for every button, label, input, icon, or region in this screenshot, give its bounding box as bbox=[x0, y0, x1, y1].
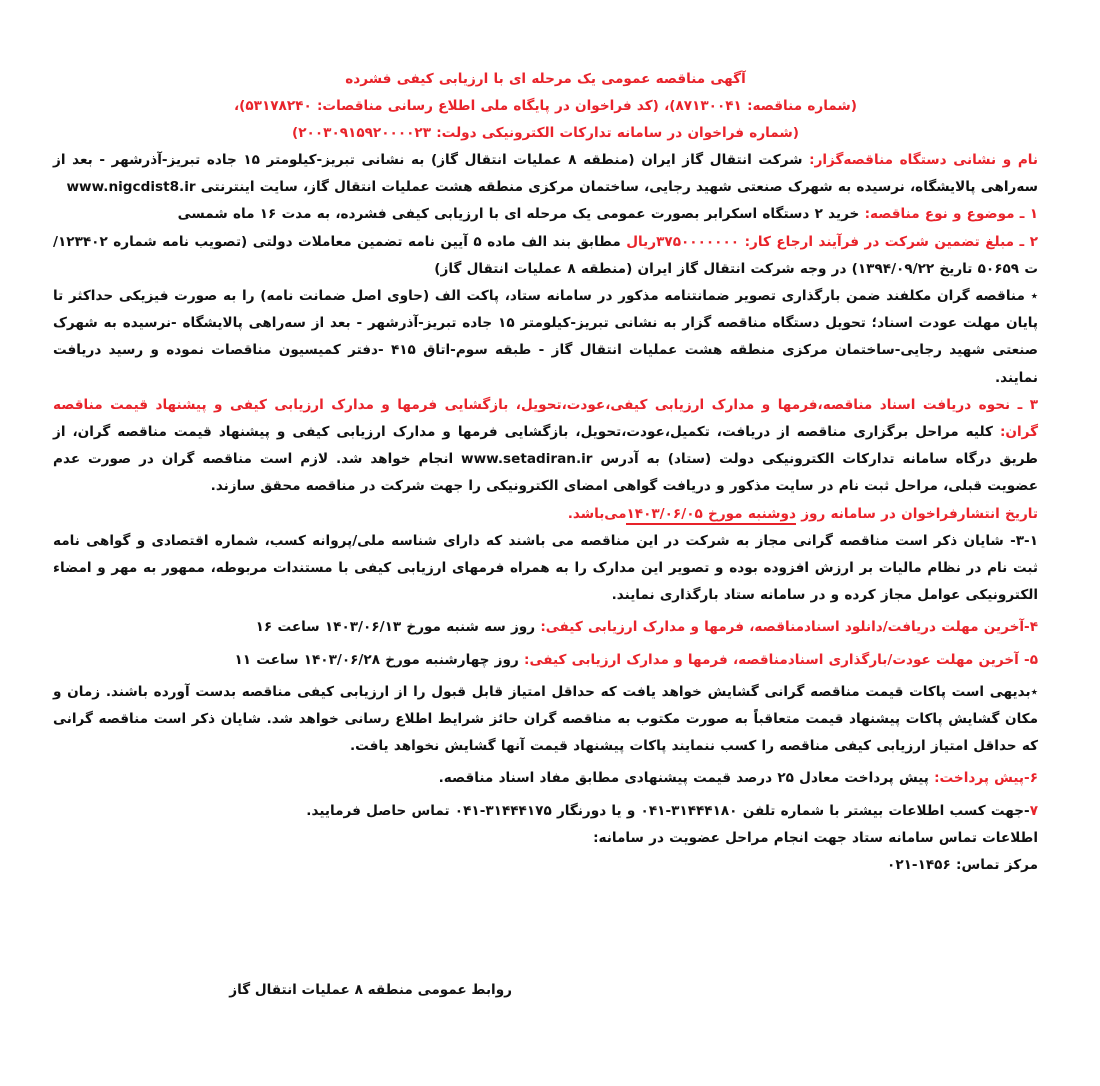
section-6-paragraph bbox=[53, 765, 1038, 792]
organizer-text: شرکت انتقال گاز ایران (منطقه ۸ عملیات انتقال گاز) به نشانی تبریز-کیلومتر ۱۵ جاده تبریز-آذرشهر - بعد از سه‌راهی پالایشگاه، نرسیده به شهرک صنعتی شهید رجایی، ساختمان مرکزی منطقه هشت عملیات انتقال گاز، سایت اینترنتی bbox=[53, 152, 1038, 196]
notice-title: آگهی مناقصه عمومی یک مرحله ای با ارزیابی کیفی فشرده bbox=[345, 71, 746, 87]
opening-note-paragraph: ٭بدیهی است پاکات قیمت مناقصه گرانی گشایش خواهد یافت که حداقل امتیاز قابل قبول را از ارزیابی کیفی مناقصه بدست آورده باشند. زمان و مکان گشایش پاکات پیشنهاد قیمت متعاقباً به صورت مکتوب به مناقصه گران حائز شرایط اطلاع رسانی خواهد شد. شایان ذکر است مناقصه گرانی که حداقل امتیاز ارزیابی کیفی مناقصه را کسب ننمایند پاکات پیشنهاد قیمت آنها گشایش نخواهد یافت. bbox=[53, 683, 1038, 755]
setad-website-link[interactable]: www.setadiran.ir bbox=[461, 451, 593, 468]
organizer-paragraph bbox=[53, 147, 1038, 201]
section-3-text-continued: انجام خواهد شد. لازم است مناقصه گران در صورت عدم عضویت قبلی، مراحل ثبت نام در سایت مذکور و دریافت گواهی امضای الکترونیکی را جهت شرکت در مناقصه محقق سازند. bbox=[53, 451, 1038, 495]
public-relations-signature: روابط عمومی منطقه ۸ عملیات انتقال گاز bbox=[229, 982, 512, 998]
notice-header bbox=[53, 66, 1038, 147]
section-5-label: ۵- آخرین مهلت عودت/بارگذاری اسنادمناقصه، فرمها و مدارک ارزیابی کیفی: bbox=[524, 651, 1038, 668]
section-4-paragraph bbox=[53, 614, 1038, 641]
contact-center-phone: مرکز تماس: ۱۴۵۶-۰۲۱ bbox=[887, 857, 1038, 874]
section-3-paragraph bbox=[53, 392, 1038, 501]
section-6-text: پیش پرداخت معادل ۲۵ درصد قیمت پیشنهادی مطابق مفاد اسناد مناقصه. bbox=[438, 770, 935, 787]
section-2-paragraph bbox=[53, 229, 1038, 283]
notice-subtitle-tender-number: (شماره مناقصه: ۸۷۱۳۰۰۴۱)، (کد فراخوان در پایگاه ملی اطلاع رسانی مناقصات: ۵۳۱۷۸۲۴۰)، bbox=[233, 98, 858, 114]
publish-date-paragraph bbox=[53, 501, 1038, 528]
section-2-text: مطابق بند الف ماده ۵ آیین نامه تضمین معاملات دولتی (تصویب نامه شماره ۱۲۳۴۰۲/ت ۵۰۶۵۹ تاریخ ۱۳۹۴/۰۹/۲۲) در وجه شرکت انتقال گاز ایران (منطقه ۸ عملیات انتقال گاز) bbox=[53, 233, 1038, 277]
section-1-text: خرید ۲ دستگاه اسکرابر بصورت عمومی یک مرحله ای با ارزیابی کیفی فشرده، به مدت ۱۶ ماه شمسی bbox=[177, 206, 865, 223]
organizer-label: نام و نشانی دستگاه مناقصه‌گزار: bbox=[809, 152, 1038, 168]
notice-subtitle-setad-number: (شماره فراخوان در سامانه تدارکات الکترونیکی دولت: ۲۰۰۳۰۹۱۵۹۲۰۰۰۰۲۳) bbox=[292, 125, 799, 141]
contact-info-heading: اطلاعات تماس سامانه ستاد جهت انجام مراحل عضویت در سامانه: bbox=[593, 829, 1038, 846]
section-7-paragraph bbox=[53, 798, 1038, 825]
section-2-label: ۲ ـ مبلغ تضمین شرکت در فرآیند ارجاع کار: bbox=[744, 233, 1039, 250]
section-6-label: ۶-پیش پرداخت: bbox=[934, 770, 1038, 787]
section-5-text: روز چهارشنبه مورخ ۱۴۰۳/۰۶/۲۸ ساعت ۱۱ bbox=[234, 651, 525, 668]
publish-date-prefix: تاریخ انتشارفراخوان در سامانه روز bbox=[795, 505, 1038, 522]
organizer-website-link[interactable]: www.nigcdist8.ir bbox=[66, 179, 196, 196]
section-3-label: ۳ ـ نحوه دریافت اسناد مناقصه،فرمها و مدارک ارزیابی کیفی،عودت،تحویل، بازگشایی فرمها و مدارک ارزیابی کیفی و پیشنهاد قیمت مناقصه گران: bbox=[53, 396, 1038, 441]
section-4-label: ۴-آخرین مهلت دریافت/دانلود اسنادمناقصه، فرمها و مدارک ارزیابی کیفی: bbox=[540, 619, 1038, 636]
guarantee-note-paragraph: ٭ مناقصه گران مکلفند ضمن بارگذاری تصویر ضمانتنامه مذکور در سامانه ستاد، پاکت الف (حاوی اصل ضمانت نامه) را به صورت فیزیکی حداکثر تا پایان مهلت عودت اسناد؛ تحویل دستگاه مناقصه گزار به نشانی تبریز-کیلومتر ۱۵ جاده تبریز-آذرشهر - بعد از سه‌راهی پالایشگاه -نرسیده به شهرک صنعتی شهید رجایی-ساختمان مرکزی منطقه هشت عملیات انتقال گاز - طبقه سوم-اتاق ۴۱۵ -دفتر کمیسیون مناقصات نموده و رسید دریافت نمایند. bbox=[53, 288, 1039, 386]
guarantee-amount: ۳۷۵۰۰۰۰۰۰۰ریال bbox=[626, 233, 745, 250]
section-3-text: کلیه مراحل برگزاری مناقصه از دریافت، تکمیل،عودت،تحویل، بازگشایی فرمها و مدارک ارزیابی کیفی و پیشنهاد قیمت مناقصه گران، از طریق درگاه سامانه تدارکات الکترونیکی دولت (ستاد) به آدرس bbox=[53, 424, 1038, 468]
section-7-label: ۷ bbox=[1029, 802, 1038, 819]
publish-date-suffix: می‌باشد. bbox=[567, 505, 627, 522]
section-7-text: -جهت کسب اطلاعات بیشتر با شماره تلفن ۳۱۴۴۴۱۸۰-۰۴۱ و یا دورنگار ۳۱۴۴۴۱۷۵-۰۴۱ تماس حاصل فرمایید. bbox=[306, 802, 1030, 819]
section-3-1-paragraph: ۳-۱- شایان ذکر است مناقصه گرانی مجاز به شرکت در این مناقصه می باشند که دارای شناسه ملی/پروانه کسب، شماره اقتصادی و گواهی نامه ثبت نام در نظام مالیات بر ارزش افزوده بوده و تصویر این مدارک را به همراه فرمهای ارزیابی کیفی با مستندات مربوطه، ممهور به مهر و امضاء الکترونیکی عوامل مجاز کرده و در سامانه ستاد بارگذاری نمایند. bbox=[53, 532, 1038, 604]
section-5-paragraph bbox=[53, 647, 1038, 674]
section-1-label: ۱ ـ موضوع و نوع مناقصه: bbox=[864, 206, 1038, 223]
section-1-paragraph bbox=[53, 201, 1038, 228]
publish-date-value: دوشنبه مورخ ۱۴۰۳/۰۶/۰۵ bbox=[626, 506, 795, 525]
tender-notice bbox=[53, 66, 1038, 879]
section-4-text: روز سه شنبه مورخ ۱۴۰۳/۰۶/۱۳ ساعت ۱۶ bbox=[255, 619, 541, 636]
